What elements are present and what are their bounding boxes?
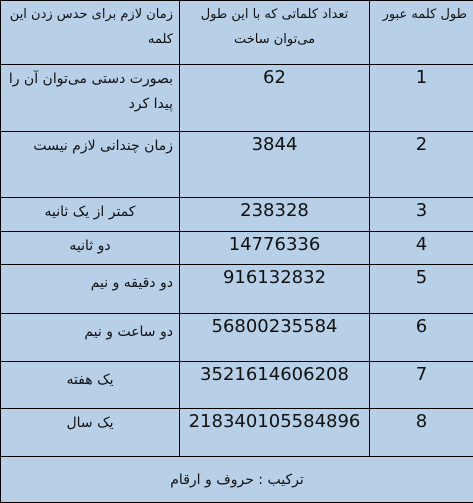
row-count: 62 [180, 65, 370, 132]
row-time: دو ساعت و نیم [1, 313, 180, 361]
table-row [1, 231, 473, 264]
row-length: 5 [370, 264, 473, 313]
row-time: دو ثانیه [1, 231, 180, 264]
table-row [1, 264, 473, 313]
footer-row [1, 457, 473, 503]
row-count: 238328 [180, 198, 370, 231]
header-row [1, 1, 473, 65]
header-password-length: طول کلمه عبور [370, 1, 473, 65]
table-row [1, 361, 473, 409]
table-row [1, 313, 473, 361]
row-length: 7 [370, 361, 473, 409]
row-count: 14776336 [180, 231, 370, 264]
row-time: دو دقیقه و نیم [1, 264, 180, 313]
header-guess-time: زمان لازم برای حدس زدن این کلمه [1, 1, 180, 65]
row-time: زمان چندانی لازم نیست [1, 131, 180, 198]
row-length: 4 [370, 231, 473, 264]
row-time: یک هفته [1, 361, 180, 409]
composition-note: ترکیب : حروف و ارقام [1, 457, 473, 503]
table-row [1, 65, 473, 132]
row-time: کمتر از یک ثانیه [1, 198, 180, 231]
table-row [1, 198, 473, 231]
row-count: 916132832 [180, 264, 370, 313]
table-row [1, 409, 473, 457]
header-word-count: تعداد کلماتی که با این طول می‌توان ساخت [180, 1, 370, 65]
row-length: 6 [370, 313, 473, 361]
row-time: بصورت دستی می‌توان آن را پیدا کرد [1, 65, 180, 132]
table-row [1, 131, 473, 198]
row-count: 3521614606208 [180, 361, 370, 409]
row-time: یک سال [1, 409, 180, 457]
row-count: 56800235584 [180, 313, 370, 361]
row-count: 218340105584896 [180, 409, 370, 457]
row-length: 1 [370, 65, 473, 132]
row-count: 3844 [180, 131, 370, 198]
row-length: 8 [370, 409, 473, 457]
row-length: 3 [370, 198, 473, 231]
row-length: 2 [370, 131, 473, 198]
